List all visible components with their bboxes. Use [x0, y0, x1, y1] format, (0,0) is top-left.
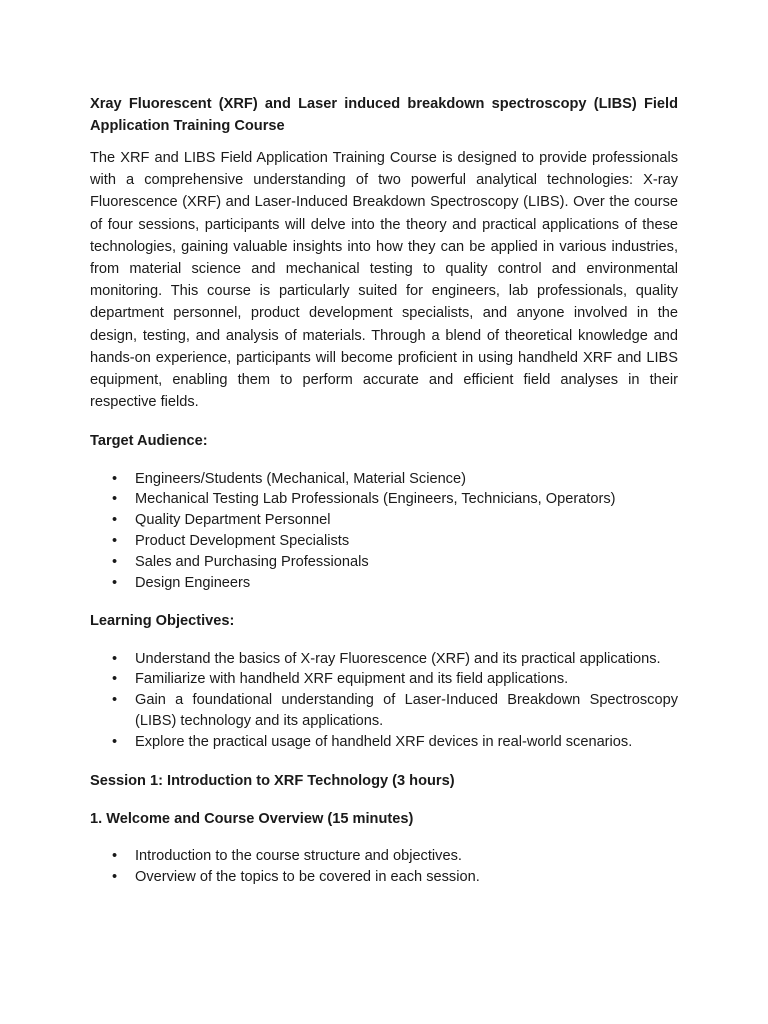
list-item: • Product Development Specialists	[90, 531, 678, 552]
list-item: • Engineers/Students (Mechanical, Material Science)	[90, 469, 678, 490]
intro-paragraph: The XRF and LIBS Field Application Training Course is designed to provide professionals with a comprehensive understanding of two powerful analytical technologies: X-ray Fluorescence (XRF) and Laser-Induced Breakdown Spectroscopy (LIBS). Over the course of four sessions, participants will delve into the theory and practical applications of these technologies, gaining valuable insights into how they can be applied in various industries, from material science and mechanical testing to quality control and environmental monitoring. This course is particularly suited for engineers, lab professionals, quality department personnel, product development specialists, and anyone involved in the design, testing, and analysis of materials. Through a blend of theoretical knowledge and hands-on experience, participants will become proficient in using handheld XRF and LIBS equipment, enabling them to perform accurate and efficient field analyses in their respective fields.	[90, 150, 678, 411]
list-item: • Introduction to the course structure and objectives.	[90, 846, 678, 867]
list-item: • Gain a foundational understanding of Laser-Induced Breakdown Spectroscopy (LIBS) technology and its applications.	[90, 690, 678, 732]
learning-objectives-heading: Learning Objectives:	[90, 613, 235, 630]
session-1-list	[90, 846, 678, 888]
session-1-subheading: 1. Welcome and Course Overview (15 minutes)	[90, 810, 414, 827]
list-item: • Understand the basics of X-ray Fluorescence (XRF) and its practical applications.	[90, 649, 678, 670]
target-audience-heading: Target Audience:	[90, 433, 208, 450]
document-title: Xray Fluorescent (XRF) and Laser induced breakdown spectroscopy (LIBS) Field Application Training Course	[90, 96, 678, 134]
list-item: • Mechanical Testing Lab Professionals (Engineers, Technicians, Operators)	[90, 489, 678, 510]
list-item: • Overview of the topics to be covered in each session.	[90, 867, 678, 888]
list-item: • Explore the practical usage of handheld XRF devices in real-world scenarios.	[90, 732, 678, 753]
document-page	[90, 94, 678, 905]
session-1-heading: Session 1: Introduction to XRF Technology (3 hours)	[90, 772, 455, 789]
learning-objectives-list	[90, 649, 678, 753]
list-item: • Design Engineers	[90, 573, 678, 594]
list-item: • Sales and Purchasing Professionals	[90, 552, 678, 573]
list-item: • Quality Department Personnel	[90, 510, 678, 531]
list-item: • Familiarize with handheld XRF equipment and its field applications.	[90, 669, 678, 690]
target-audience-list	[90, 469, 678, 594]
